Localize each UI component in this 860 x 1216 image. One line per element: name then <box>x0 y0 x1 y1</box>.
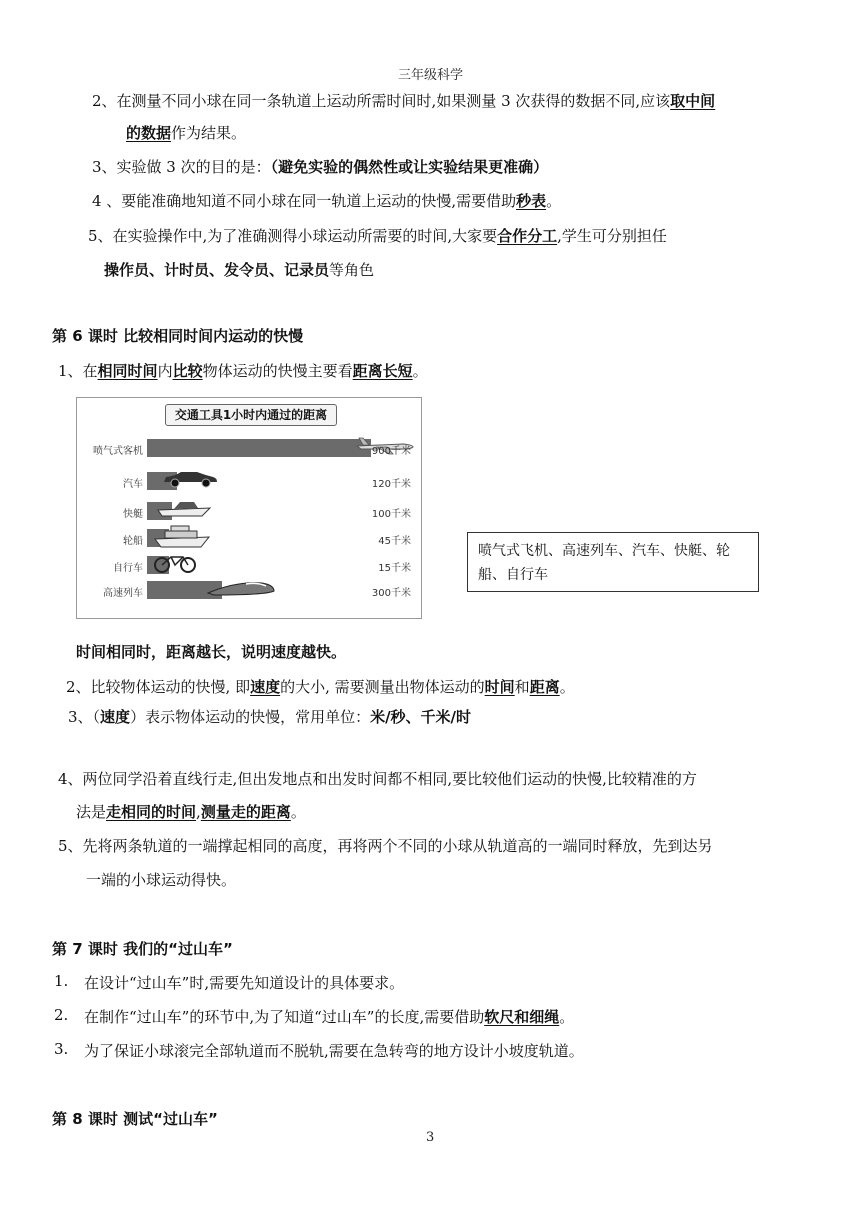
key-term: 操作员、计时员、发令员、记录员 <box>104 261 330 279</box>
l7-item3 <box>54 1040 584 1060</box>
key-term: 距离 <box>529 678 560 696</box>
text: 4 、要能准确地知道不同小球在同一轨道上运动的快慢,需要借助 <box>92 192 517 210</box>
text: 2、比较物体运动的快慢, 即 <box>66 678 251 696</box>
text: 。 <box>546 192 562 210</box>
l5-item4 <box>92 190 561 211</box>
lesson7-title: 第 7 课时 我们的“过山车” <box>52 940 233 958</box>
chart-value-label: 900千米 <box>371 446 411 457</box>
lesson8-title: 第 8 课时 测试“过山车” <box>52 1110 218 1128</box>
chart-title: 交通工具1小时内通过的距离 <box>165 404 337 426</box>
chart-value-label: 120千米 <box>371 479 411 490</box>
l5-item2-line1 <box>92 90 715 111</box>
l5-item3 <box>92 156 548 177</box>
chart-value-label: 45千米 <box>378 536 411 547</box>
item-number: 1. <box>54 972 69 990</box>
chart-category-label: 汽车 <box>123 479 143 490</box>
key-term: 合作分工 <box>497 227 558 245</box>
text: 法是 <box>76 803 107 821</box>
l7-item2 <box>54 1006 575 1026</box>
chart-category-label: 喷气式客机 <box>93 446 143 457</box>
l5-item5-line1 <box>88 225 667 246</box>
car-icon <box>161 468 219 492</box>
l6-item3 <box>68 706 471 727</box>
text: 作为结果。 <box>171 124 247 142</box>
key-term: 相同时间 <box>97 362 158 380</box>
key-term: 速度 <box>250 678 281 696</box>
chart-category-label: 自行车 <box>113 563 143 574</box>
text: ,学生可分别担任 <box>557 227 667 245</box>
text: , <box>196 803 201 821</box>
text: 。 <box>559 1008 575 1026</box>
answer-box: 喷气式飞机、高速列车、汽车、快艇、轮船、自行车 <box>467 532 759 592</box>
l6-item1 <box>58 360 428 381</box>
key-term: （避免实验的偶然性或让实验结果更准确） <box>270 158 549 176</box>
l7-item1 <box>54 972 405 992</box>
key-term: 速度 <box>100 708 131 726</box>
item-number: 3. <box>54 1040 69 1058</box>
page-number: 3 <box>426 1130 435 1145</box>
l6-item5-line1: 5、先将两条轨道的一端撑起相同的高度，再将两个不同的小球从轨道高的一端同时释放，先到达另 <box>58 837 713 855</box>
key-term: 米/秒、千米/时 <box>370 708 472 726</box>
text: 的大小, 需要测量出物体运动的 <box>280 678 485 696</box>
key-term: 时间 <box>484 678 515 696</box>
key-term: 取中间 <box>670 92 716 110</box>
item-content <box>84 1006 574 1027</box>
chart-bar <box>147 439 371 457</box>
key-term: 比较 <box>172 362 203 380</box>
speedboat-icon <box>156 498 212 522</box>
text: 等角色 <box>329 261 375 279</box>
text: 3、实验做 3 次的目的是： <box>92 158 271 176</box>
ship-icon <box>153 525 211 553</box>
text: 2、在测量不同小球在同一条轨道上运动所需时间时,如果测量 3 次获得的数据不同,应该 <box>92 92 671 110</box>
chart-category-label: 轮船 <box>123 536 143 547</box>
l6-item2 <box>66 676 575 697</box>
l6-item4-line2 <box>76 801 306 822</box>
bicycle-icon <box>153 552 197 578</box>
text: 5、在实验操作中,为了准确测得小球运动所需要的时间,大家要 <box>88 227 498 245</box>
key-term: 测量走的距离 <box>200 803 291 821</box>
l5-item2-line2 <box>126 122 246 143</box>
text: 在设计“过山车”时,需要先知道设计的具体要求。 <box>84 974 405 992</box>
key-term: 的数据 <box>126 124 172 142</box>
text: 。 <box>290 803 306 821</box>
l6-item4-line1: 4、两位同学沿着直线行走,但出发地点和出发时间都不相同,要比较他们运动的快慢,比较精准的方 <box>58 770 697 788</box>
lesson6-title: 第 6 课时 比较相同时间内运动的快慢 <box>52 327 304 345</box>
chart-value-label: 300千米 <box>371 588 411 599</box>
text: 物体运动的快慢主要看 <box>202 362 353 380</box>
chart-value-label: 100千米 <box>371 509 411 520</box>
key-term: 距离长短 <box>352 362 413 380</box>
text: 3、（ <box>68 708 101 726</box>
text: 内 <box>157 362 173 380</box>
l5-item5-line2 <box>104 259 374 280</box>
text: 为了保证小球滚完全部轨道而不脱轨,需要在急转弯的地方设计小坡度轨道。 <box>84 1042 584 1060</box>
chart-category-label: 高速列车 <box>103 588 143 599</box>
distance-bar-chart <box>76 397 422 619</box>
l6-item5-line2: 一端的小球运动得快。 <box>86 871 237 889</box>
bullet-train-icon <box>206 577 276 603</box>
chart-category-label: 快艇 <box>123 509 143 520</box>
page-header: 三年级科学 <box>398 68 464 83</box>
text: 在制作“过山车”的环节中,为了知道“过山车”的长度,需要借助 <box>84 1008 485 1026</box>
text: 和 <box>514 678 530 696</box>
key-term: 软尺和细绳 <box>484 1008 560 1026</box>
text: 1、在 <box>58 362 98 380</box>
text: 。 <box>559 678 575 696</box>
text: ）表示物体运动的快慢，常用单位： <box>130 708 371 726</box>
item-number: 2. <box>54 1006 69 1024</box>
key-term: 秒表 <box>516 192 547 210</box>
key-term: 走相同的时间 <box>106 803 197 821</box>
text: 。 <box>412 362 428 380</box>
l6-conclusion: 时间相同时，距离越长，说明速度越快。 <box>76 643 347 661</box>
chart-value-label: 15千米 <box>378 563 411 574</box>
